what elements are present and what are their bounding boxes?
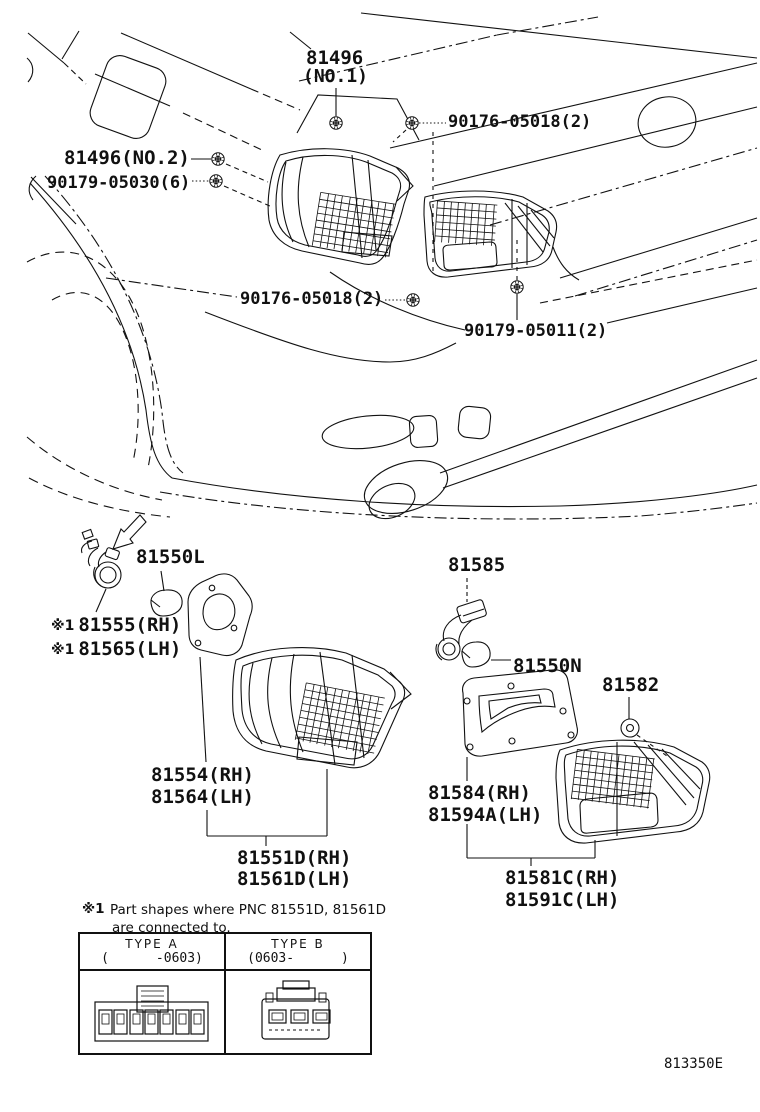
callout-81582: 81582: [602, 674, 660, 696]
type-b-column: [226, 934, 370, 1053]
callout-81550N: 81550N: [513, 655, 582, 677]
car-body-art: [27, 13, 757, 525]
type-a-drawing-cell: [80, 971, 224, 1053]
ref-mark: ※1: [51, 618, 75, 634]
footnote-line2: are connected to.: [112, 920, 231, 936]
tail-lamp-inner-installed: [424, 191, 579, 280]
ref-mark: ※1: [51, 642, 75, 658]
callout-81496-no1-sub: (NO.1): [303, 66, 369, 87]
callout-81581C-rh: 81581C(RH): [505, 867, 620, 889]
type-a-column: [80, 934, 226, 1053]
callout-81555-rh: ※1 81555(RH): [51, 614, 182, 636]
callout-81496-no1: 81496: [306, 47, 364, 69]
callout-81594A-lh: 81594A(LH): [428, 804, 543, 826]
tail-lamp-outer-installed: [268, 149, 413, 265]
type-a-name: TYPE A: [125, 937, 179, 951]
callout-90179-05030: 90179-05030(6): [47, 173, 191, 193]
connector-type-table: [78, 932, 372, 1055]
type-b-drawing-cell: [226, 971, 370, 1053]
type-b-name: TYPE B: [271, 937, 325, 951]
callout-81551D-rh: 81551D(RH): [237, 847, 352, 869]
callout-90176-05018-mid: 90176-05018(2): [240, 289, 384, 309]
figure-code: 813350E: [664, 1056, 724, 1072]
callout-81564-lh: 81564(LH): [151, 786, 254, 808]
callout-90179-05011: 90179-05011(2): [464, 321, 608, 341]
type-a-header: [80, 934, 224, 971]
callout-81550L: 81550L: [136, 546, 205, 568]
type-b-range: (0603- ): [247, 951, 349, 966]
callout-81565-lh: ※1 81565(LH): [51, 638, 182, 660]
direction-arrow-icon: [113, 515, 146, 549]
type-a-range: ( -0603): [101, 951, 203, 966]
callout-81591C-lh: 81591C(LH): [505, 889, 620, 911]
footnote-ref: ※1: [82, 901, 105, 917]
callout-81584-rh: 81584(RH): [428, 782, 531, 804]
callout-81585: 81585: [448, 554, 506, 576]
callout-81496-no2: 81496(NO.2): [64, 147, 190, 169]
callout-90176-05018-top: 90176-05018(2): [448, 112, 592, 132]
footnote-line1: Part shapes where PNC 81551D, 81561D: [110, 902, 386, 918]
callout-81561D-lh: 81561D(LH): [237, 868, 352, 890]
type-b-header: [226, 934, 370, 971]
screw-icons: [210, 117, 523, 309]
callout-81554-rh: 81554(RH): [151, 764, 254, 786]
